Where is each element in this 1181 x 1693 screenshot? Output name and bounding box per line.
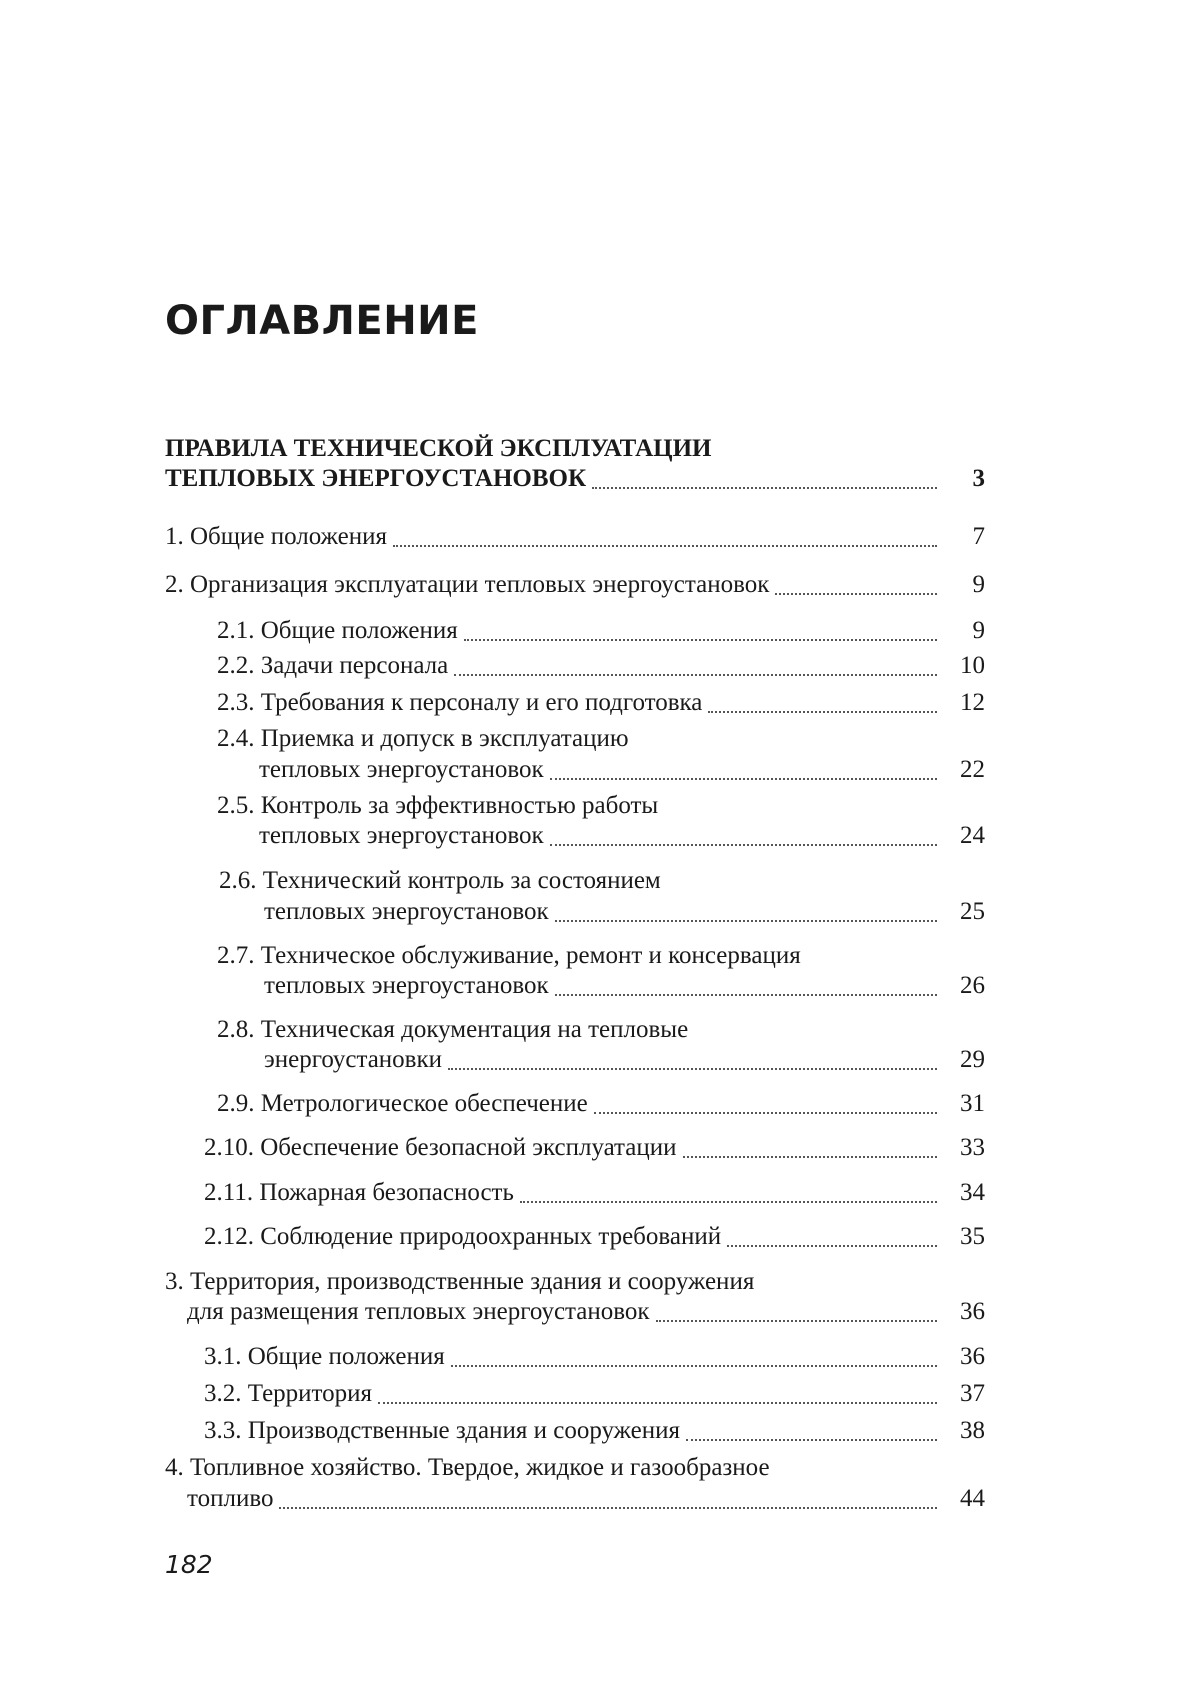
dot-leader [594, 1112, 937, 1114]
page-title: ОГЛАВЛЕНИЕ [165, 298, 479, 344]
toc-page-number: 38 [960, 1417, 985, 1444]
toc-page-number: 12 [960, 689, 985, 716]
toc-entry-line-2: тепловых энергоустановок [264, 972, 549, 999]
dot-leader [279, 1507, 937, 1509]
toc-entry-text: 2.1. Общие положения [217, 617, 458, 644]
dot-leader [775, 593, 937, 595]
toc-entry-line-1: 2.4. Приемка и допуск в эксплуатацию [217, 725, 629, 752]
dot-leader [464, 639, 937, 641]
toc-entry-text: 2.9. Метрологическое обеспечение [217, 1090, 588, 1117]
toc-entry-line-1: 2.7. Техническое обслуживание, ремонт и консервация [217, 942, 801, 969]
toc-page-number: 44 [960, 1485, 985, 1512]
toc-entry-text: 3.1. Общие положения [204, 1343, 445, 1370]
dot-leader [550, 778, 937, 780]
toc-entry-text: 2.3. Требования к персоналу и его подготовка [217, 689, 703, 716]
toc-entry-line-1: 2.5. Контроль за эффективностью работы [217, 792, 659, 819]
toc-page-number: 34 [960, 1179, 985, 1206]
toc-entry-text: 2.11. Пожарная безопасность [204, 1179, 514, 1206]
toc-entry-line-1: 4. Топливное хозяйство. Твердое, жидкое и газообразное [165, 1454, 770, 1481]
toc-page-number: 9 [972, 571, 985, 598]
toc-page-number: 3 [972, 465, 985, 492]
dot-leader [686, 1439, 937, 1441]
dot-leader [378, 1402, 937, 1404]
toc-page-number: 35 [960, 1223, 985, 1250]
dot-leader [708, 711, 937, 713]
toc-entry-text: 2.10. Обеспечение безопасной эксплуатации [204, 1134, 677, 1161]
dot-leader [555, 994, 937, 996]
toc-entry-line-2: топливо [187, 1485, 274, 1512]
dot-leader [520, 1201, 937, 1203]
toc-entry-line-2: ТЕПЛОВЫХ ЭНЕРГОУСТАНОВОК [165, 465, 587, 492]
toc-page-number: 7 [972, 523, 985, 550]
toc-page-number: 31 [960, 1090, 985, 1117]
toc-page-number: 29 [960, 1046, 985, 1073]
toc-page-number: 36 [960, 1298, 985, 1325]
toc-entry-text: 3.2. Территория [204, 1380, 373, 1407]
toc-entry-line-1: 3. Территория, производственные здания и сооружения [165, 1268, 755, 1295]
toc-entry-line-1: 2.8. Техническая документация на тепловые [217, 1016, 689, 1043]
toc-entry-text: 2.2. Задачи персонала [217, 652, 449, 679]
toc-page-number: 36 [960, 1343, 985, 1370]
toc-entry-text: 1. Общие положения [165, 523, 387, 550]
toc-page-number: 33 [960, 1134, 985, 1161]
toc-page-number: 10 [960, 652, 985, 679]
toc-entry-line-1: 2.6. Технический контроль за состоянием [219, 867, 661, 894]
dot-leader [454, 674, 937, 676]
dot-leader [656, 1320, 937, 1322]
toc-page-number: 25 [960, 898, 985, 925]
toc-entry-line-2: для размещения тепловых энергоустановок [187, 1298, 650, 1325]
page-number: 182 [165, 1550, 213, 1579]
toc-entry-line-2: тепловых энергоустановок [259, 756, 544, 783]
dot-leader [592, 487, 937, 489]
toc-entry-line-1: ПРАВИЛА ТЕХНИЧЕСКОЙ ЭКСПЛУАТАЦИИ [165, 435, 712, 462]
toc-page-number: 26 [960, 972, 985, 999]
toc-page-number: 22 [960, 756, 985, 783]
toc-entry-line-2: энергоустановки [264, 1046, 443, 1073]
toc-page-number: 9 [972, 617, 985, 644]
dot-leader [451, 1365, 937, 1367]
toc-entry-line-2: тепловых энергоустановок [259, 822, 544, 849]
dot-leader [555, 920, 937, 922]
dot-leader [448, 1068, 937, 1070]
dot-leader [727, 1245, 937, 1247]
toc-page-number: 37 [960, 1380, 985, 1407]
toc-entry-text: 2. Организация эксплуатации тепловых энергоустановок [165, 571, 770, 598]
dot-leader [683, 1156, 937, 1158]
toc-page-number: 24 [960, 822, 985, 849]
toc-entry-line-2: тепловых энергоустановок [264, 898, 549, 925]
dot-leader [550, 844, 937, 846]
dot-leader [393, 545, 937, 547]
toc-entry-text: 2.12. Соблюдение природоохранных требований [204, 1223, 722, 1250]
toc-entry-text: 3.3. Производственные здания и сооружения [204, 1417, 680, 1444]
